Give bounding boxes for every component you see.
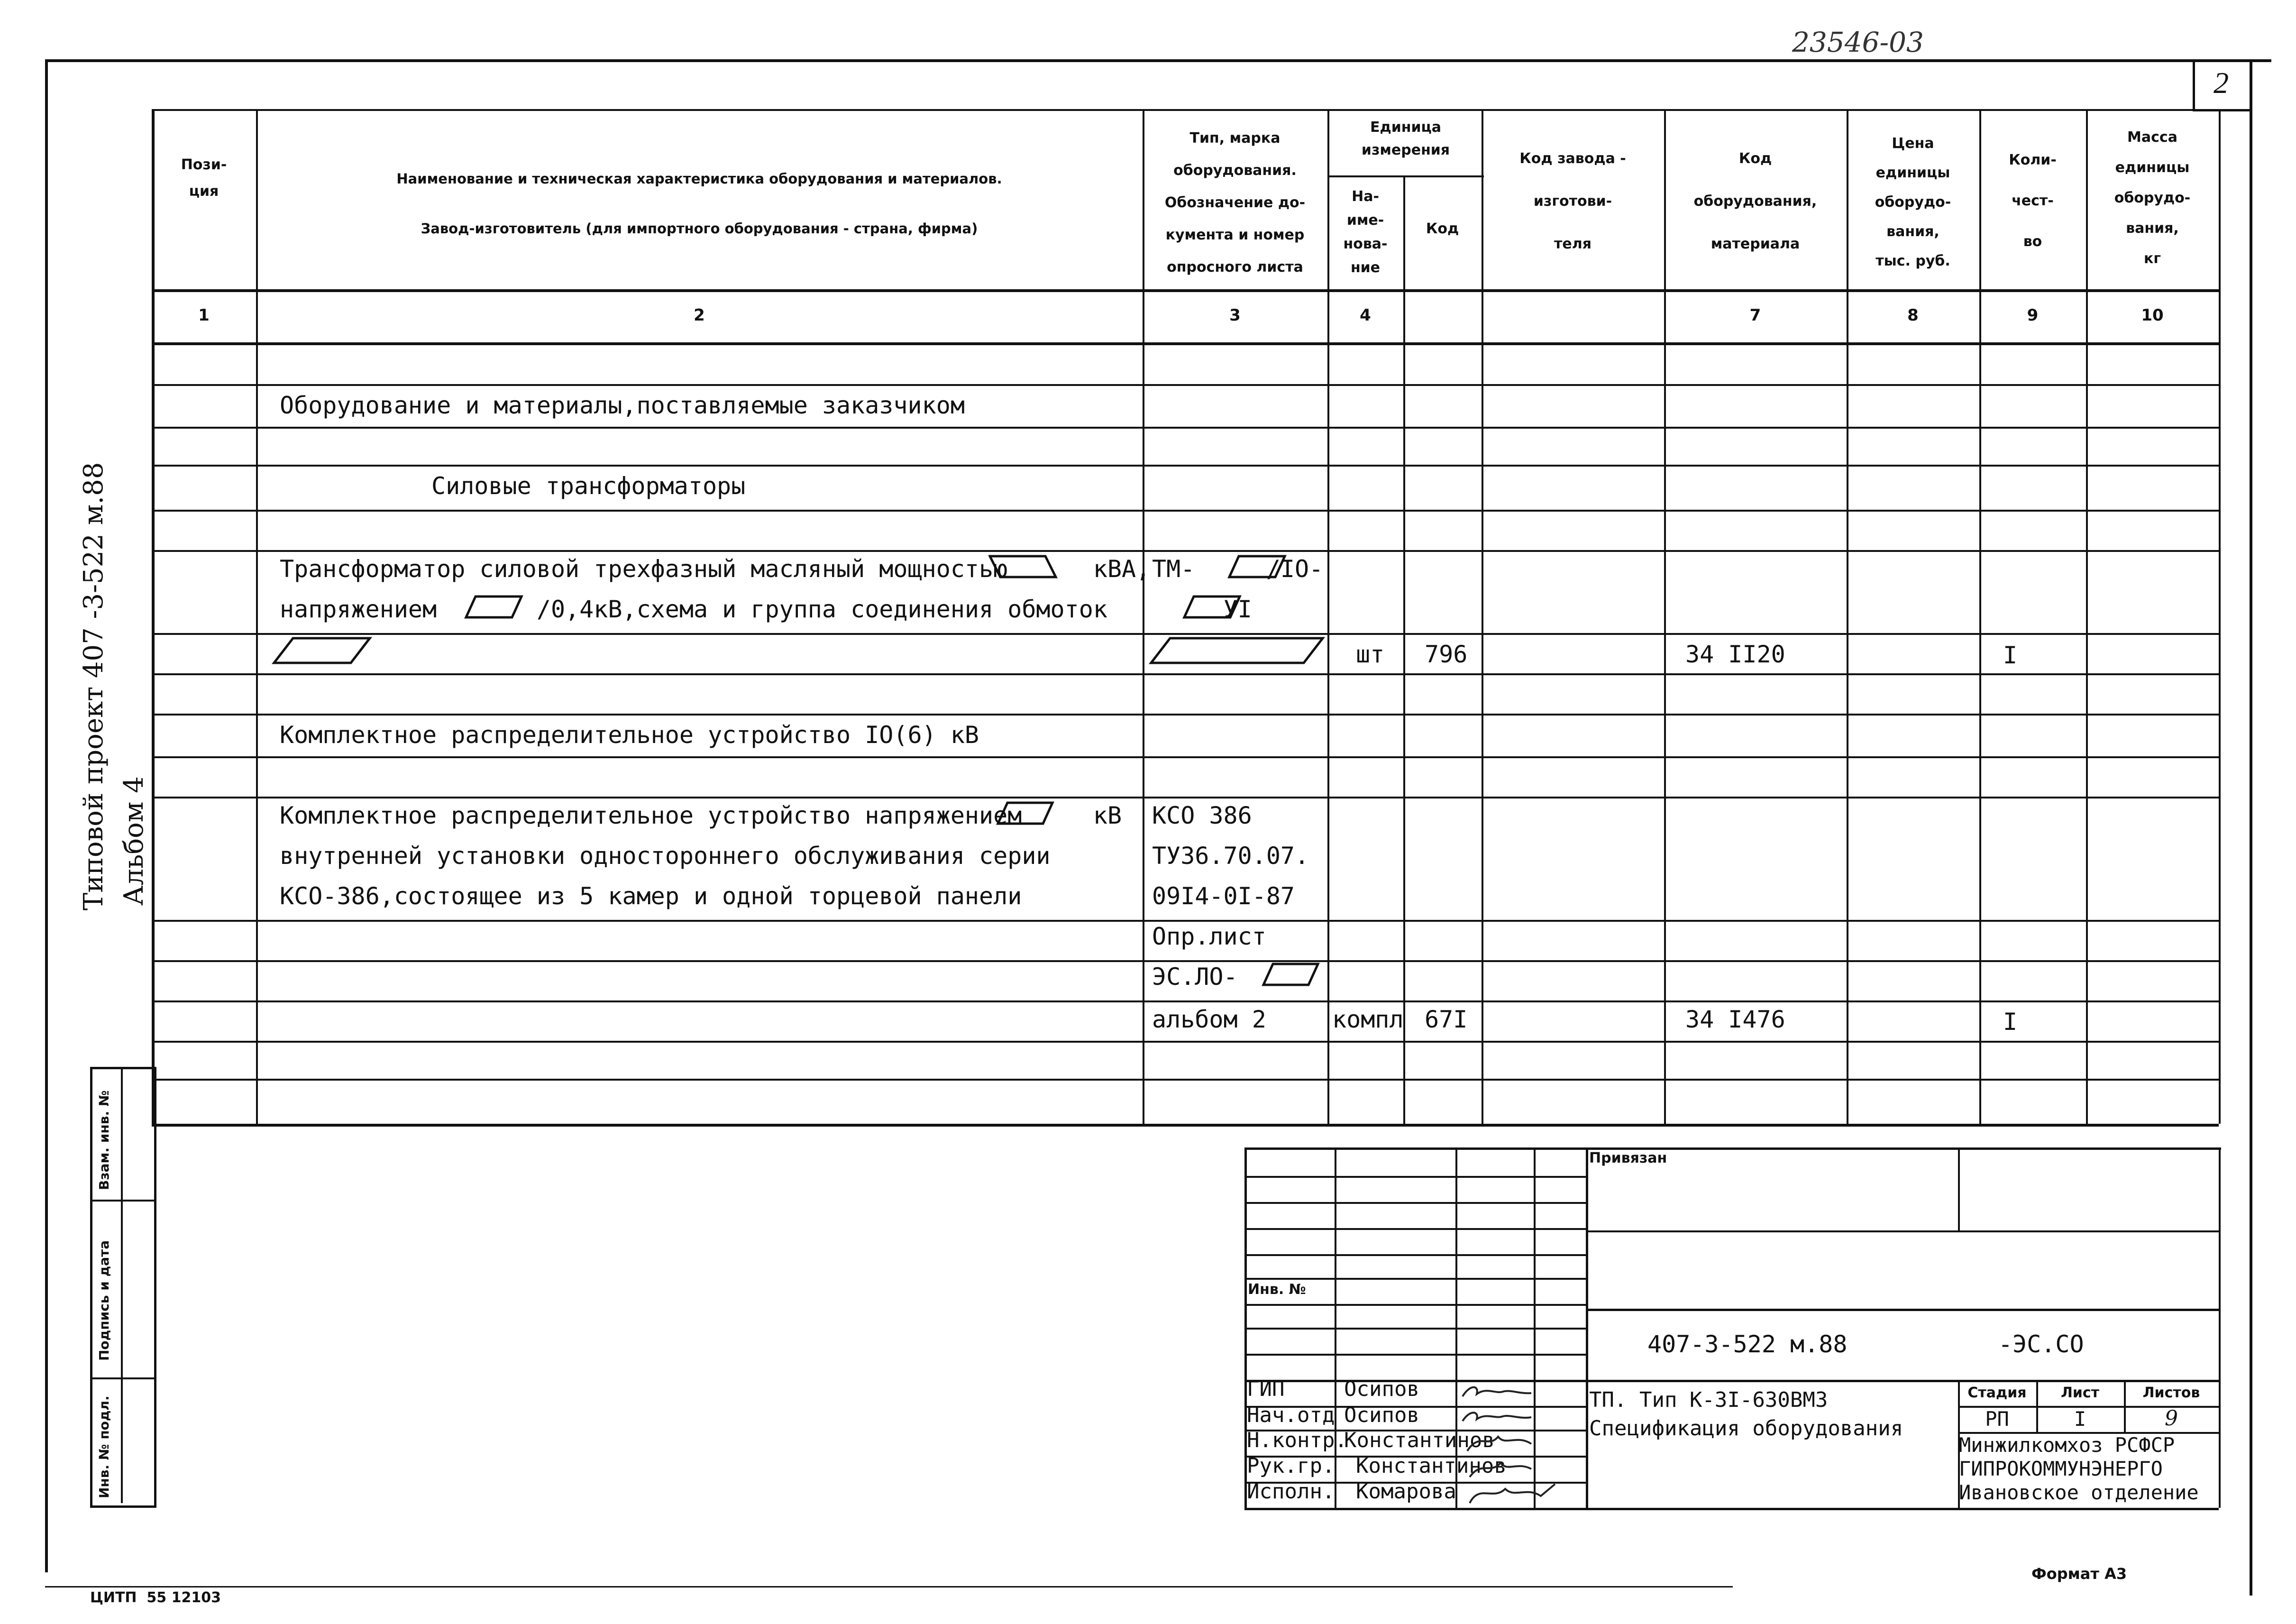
header-mass: Масса единицы оборудо- вания, кг (2114, 129, 2191, 267)
tb-line (1586, 1309, 2219, 1311)
side-project-title: Типовой проект 407 -3-522 м.88 (78, 462, 109, 910)
col-number: 10 (2141, 306, 2164, 325)
tb-line (1244, 1254, 1586, 1256)
tb-line (2219, 1147, 2221, 1508)
transformer-unit: шт (1356, 641, 1385, 668)
tb-line (1244, 1508, 2219, 1510)
sheets-value: 9 (2165, 1406, 2178, 1431)
tb-line (1244, 1328, 1586, 1330)
tb-line (1586, 1230, 2219, 1232)
signature-nach-otd (1458, 1406, 1534, 1430)
header-position: Пози- ция (181, 156, 227, 200)
sheets-label: Листов (2142, 1385, 2200, 1401)
name-gip: Осипов (1344, 1377, 1419, 1401)
tb-line (1244, 1202, 1586, 1204)
footer-line (45, 1586, 1733, 1587)
col-number: 1 (198, 306, 210, 325)
sheet-label: Лист (2060, 1385, 2100, 1401)
table-top-line (152, 109, 2219, 111)
tb-line (1244, 1228, 1586, 1230)
transformer-description-line2: напряжением /0,4кВ,схема и группа соединения обмоток (280, 596, 1107, 623)
stage-label: Стадия (1967, 1385, 2027, 1401)
transformer-quantity: I (2003, 642, 2018, 669)
header-price: Цена единицы оборудо- вания, тыс. руб. (1875, 135, 1951, 269)
unit-subheader-line (1327, 175, 1484, 177)
footer-left-code: ЦИТП 55 12103 (90, 1589, 221, 1606)
kru-title: Комплектное распределительное устройство IO(6) кВ (280, 721, 979, 749)
row-line (152, 1079, 2219, 1081)
name-ispoln: Комарова (1356, 1479, 1456, 1504)
tb-line (1958, 1147, 1960, 1230)
row-line (152, 960, 2219, 962)
col-number: 8 (1907, 306, 1919, 325)
header-equipment-code: Код оборудования, материала (1693, 150, 1817, 252)
row-line (152, 427, 2219, 429)
role-gip: ГИП (1247, 1377, 1285, 1401)
name-ruk-gr: Константинов (1356, 1454, 1507, 1478)
header-bottom-line (152, 289, 2219, 292)
header-unit-code: Код (1426, 220, 1459, 237)
row-line (152, 1000, 2219, 1002)
kru-type-line3: 09I4-0I-87 (1152, 882, 1295, 910)
role-nach-otd: Нач.отд (1247, 1403, 1335, 1427)
transformer-type-line2: УI (1152, 596, 1252, 623)
org-line2: ГИПРОКОММУНЭНЕРГО (1959, 1457, 2163, 1480)
tb-line (1244, 1278, 1586, 1280)
kru-type-line1: КСО 386 (1152, 802, 1252, 829)
row-line (152, 510, 2219, 512)
sheet-number: 2 (2214, 66, 2229, 100)
document-title-line1: ТП. Тип К-3I-630ВМЗ (1589, 1388, 1828, 1412)
col-number: 9 (2027, 306, 2039, 325)
col-line (2219, 109, 2221, 1124)
kru-equipment-code: 34 I476 (1685, 1006, 1785, 1033)
col-number: 2 (694, 306, 705, 325)
col-line (1403, 175, 1405, 1124)
kru-type-line2: ТУ36.70.07. (1152, 842, 1309, 870)
kru-type-line6: альбом 2 (1152, 1006, 1266, 1033)
name-nach-otd: Осипов (1344, 1403, 1419, 1427)
org-line3: Ивановское отделение (1959, 1481, 2199, 1504)
document-title-line2: Спецификация оборудования (1589, 1416, 1903, 1440)
blank-field-icon (1176, 593, 1247, 621)
row-line (152, 550, 2219, 552)
kru-description-line1: Комплектное распределительное устройство напряжением кВ (280, 802, 1122, 829)
col-number: 4 (1360, 306, 1371, 325)
kru-type-line4: Опр.лист (1152, 923, 1266, 950)
tb-line (1244, 1304, 1586, 1306)
blank-field-icon (988, 552, 1060, 581)
signature-ispoln (1465, 1479, 1560, 1508)
subsection-title: Силовые трансформаторы (431, 472, 746, 500)
role-ispoln: Исполн. (1247, 1479, 1335, 1504)
header-quantity: Коли- чест- во (2009, 152, 2057, 250)
header-type: Тип, марка оборудования. Обозначение до- кумента и номер опросного листа (1164, 130, 1306, 275)
transformer-unit-code: 796 (1425, 641, 1468, 668)
section-title: Оборудование и материалы,поставляемые заказчиком (280, 392, 965, 419)
blank-field-icon (270, 634, 375, 668)
tb-line (1244, 1176, 1586, 1178)
table-bottom-line (152, 1124, 2219, 1127)
stage-value: РП (1985, 1407, 2009, 1431)
transformer-type-line1: ТМ- /IO- (1152, 555, 1324, 583)
kru-description-line2: внутренней установки одностороннего обслуживания серии (280, 842, 1051, 870)
transformer-equipment-code: 34 II20 (1685, 641, 1785, 668)
stamp-vzam: Взам. инв. № (96, 1090, 112, 1190)
row-line (152, 465, 2219, 467)
blank-field-icon (1221, 552, 1292, 581)
tb-line (1244, 1354, 1586, 1356)
row-line (152, 756, 2219, 758)
row-line (152, 384, 2219, 386)
colnum-bottom-line (152, 342, 2219, 345)
row-line (152, 1041, 2219, 1043)
blank-field-icon (991, 799, 1057, 827)
signature-gip (1458, 1380, 1534, 1406)
kru-type-line5: ЭС.ЛО- (1152, 963, 1238, 991)
name-n-kontr: Константинов (1344, 1428, 1495, 1452)
left-stamp-divider (121, 1067, 123, 1503)
org-line1: Минжилкомхоз РСФСР (1959, 1433, 2175, 1457)
role-ruk-gr: Рук.гр. (1247, 1454, 1335, 1478)
header-unit-name: На- име- нова- ние (1343, 188, 1388, 276)
blank-field-icon (457, 593, 529, 621)
designation: 407-3-522 м.88 (1647, 1330, 1848, 1358)
inv-no-label: Инв. № (1248, 1281, 1306, 1298)
row-line (152, 797, 2219, 798)
signature-n-kontr (1460, 1430, 1536, 1456)
role-n-kontr: Н.контр. (1247, 1428, 1347, 1452)
right-border (2250, 59, 2252, 1596)
col-number: 3 (1229, 306, 1241, 325)
blank-field-icon (1147, 634, 1327, 668)
row-line (152, 673, 2219, 675)
designation-suffix: -ЭС.СО (1998, 1330, 2084, 1358)
side-album-title: Альбом 4 (119, 776, 149, 906)
stamp-podpis: Подпись и дата (96, 1240, 112, 1361)
row-line (152, 920, 2219, 922)
kru-description-line3: КСО-386,состоящее из 5 камер и одной торцевой панели (280, 882, 1022, 910)
tb-line (1586, 1147, 1588, 1508)
kru-unit: компл (1332, 1006, 1404, 1033)
blank-field-icon (1256, 960, 1323, 989)
col-number: 7 (1749, 306, 1761, 325)
sheet-value: I (2074, 1407, 2086, 1431)
header-name: Наименование и техническая характеристика оборудования и материалов. Завод-изготовитель (для импортного оборудования - страна, фирма) (396, 171, 1002, 237)
top-code: 23546-03 (1792, 26, 1924, 58)
footer-format: Формат А3 (2031, 1565, 2127, 1583)
kru-unit-code: 67I (1425, 1006, 1468, 1033)
row-line (152, 714, 2219, 716)
header-factory-code: Код завода - изготови- теля (1519, 150, 1626, 252)
col-line (152, 109, 155, 1124)
col-line (256, 109, 258, 1124)
transformer-description-line1: Трансформатор силовой трехфазный масляный мощностью кВА, (280, 555, 1151, 583)
header-unit: Единица измерения (1361, 119, 1450, 158)
stamp-inv-podl: Инв. № подл. (96, 1395, 112, 1498)
privyazan-label: Привязан (1589, 1150, 1667, 1166)
kru-quantity: I (2003, 1008, 2018, 1036)
signature-ruk-gr (1465, 1456, 1536, 1482)
